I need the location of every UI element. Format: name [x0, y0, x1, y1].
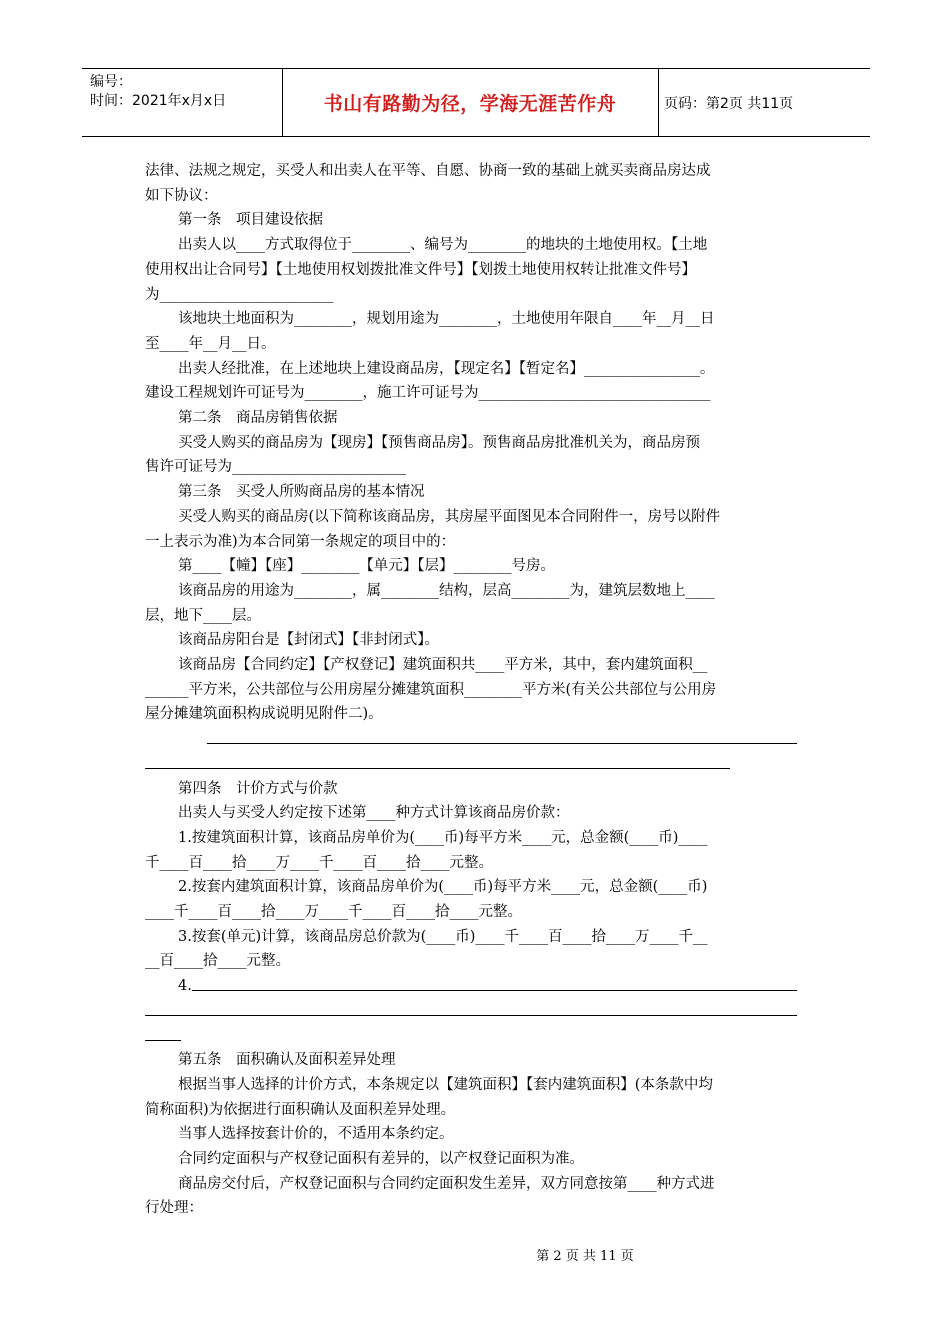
paragraph-line: 售许可证号为________________________: [145, 459, 406, 476]
paragraph-line: 行处理：: [145, 1200, 203, 1217]
paragraph-line: 简称面积)为依据进行面积确认及面积差异处理。: [145, 1101, 456, 1118]
paragraph-line: 该商品房的用途为________，属________结构，层高________为，建筑层数地上____: [178, 582, 715, 599]
paragraph-line: ______平方米，公共部位与公用房屋分摊建筑面积________平方米(有关公共部位与公用房: [145, 681, 717, 698]
paragraph-line: 该商品房阳台是【封闭式】【非封闭式】。: [178, 632, 439, 649]
paragraph-line: ____千____百____拾____万____千____百____拾____元整。: [145, 904, 522, 921]
paragraph-line: 第____【幢】【座】________【单元】【层】________号房。: [178, 558, 555, 575]
paragraph-line: 当事人选择按套计价的，不适用本条约定。: [178, 1126, 454, 1143]
paragraph-line: __百____拾____元整。: [145, 953, 290, 970]
paragraph-line: 建设工程规划许可证号为________，施工许可证号为________________________________: [145, 385, 711, 402]
header-motto: 书山有路勤为径，学海无涯苦作舟: [323, 93, 617, 115]
paragraph-line: 根据当事人选择的计价方式，本条规定以【建筑面积】【套内建筑面积】(本条款中均: [178, 1076, 713, 1093]
paragraph-line: 3.按套(单元)计算，该商品房总价款为(____币)____千____百____拾____万____千__: [178, 928, 708, 945]
blank-line: [145, 999, 807, 1024]
page-footer: 第 2 页 共 11 页: [536, 1249, 634, 1264]
item-4-line: [145, 974, 807, 999]
paragraph-line: 出卖人与买受人约定按下述第____种方式计算该商品房价款：: [178, 805, 570, 822]
paragraph-line: 出卖人经批准，在上述地块上建设商品房，【现定名】【暂定名】________________。: [178, 360, 715, 377]
paragraph-line: 1.按建筑面积计算，该商品房单价为(____币)每平方米____元，总金额(____币)____: [178, 829, 708, 846]
paragraph-line: 合同约定面积与产权登记面积有差异的，以产权登记面积为准。: [178, 1151, 584, 1168]
header-page-info: 页码：第2页 共11页: [664, 95, 794, 112]
blank-line: [145, 1024, 807, 1049]
article-2-title: 第二条 商品房销售依据: [178, 410, 338, 427]
paragraph-line: 2.按套内建筑面积计算，该商品房单价为(____币)每平方米____元，总金额(____币): [178, 879, 708, 896]
paragraph-line: 出卖人以____方式取得位于________、编号为________的地块的土地使用权。【土地: [178, 237, 708, 254]
contract-body: [145, 159, 807, 1221]
article-4-title: 第四条 计价方式与价款: [178, 780, 338, 797]
article-3-title: 第三条 买受人所购商品房的基本情况: [178, 484, 425, 501]
paragraph-line: 法律、法规之规定，买受人和出卖人在平等、自愿、协商一致的基础上就买卖商品房达成: [145, 163, 711, 179]
paragraph-line: 该商品房【合同约定】【产权登记】建筑面积共____平方米，其中，套内建筑面积__: [178, 657, 708, 674]
paragraph-line: 如下协议：: [145, 187, 218, 204]
paragraph-line: 层，地下____层。: [145, 607, 261, 624]
document-number: 编号：: [90, 74, 132, 90]
paragraph-line: 买受人购买的商品房(以下简称该商品房，其房屋平面图见本合同附件一，房号以附件: [178, 508, 721, 525]
blank-line: [145, 752, 807, 777]
header-divider-left: [282, 69, 283, 136]
paragraph-line: 买受人购买的商品房为【现房】【预售商品房】。预售商品房批准机关为，商品房预: [178, 434, 700, 451]
item-4-label: 4.: [178, 978, 192, 995]
blank-line: [145, 727, 807, 752]
article-1-title: 第一条 项目建设依据: [178, 212, 323, 229]
paragraph-line: 一上表示为准)为本合同第一条规定的项目中的：: [145, 533, 456, 550]
header-meta: [90, 73, 280, 111]
paragraph-line: 屋分摊建筑面积构成说明见附件二)。: [145, 706, 383, 723]
article-5-title: 第五条 面积确认及面积差异处理: [178, 1052, 396, 1069]
paragraph-line: 千____百____拾____万____千____百____拾____元整。: [145, 854, 493, 871]
document-date: 时间：2021年x月x日: [90, 93, 227, 109]
paragraph-line: 使用权出让合同号】【土地使用权划拨批准文件号】【划拨土地使用权转让批准文件号】: [145, 261, 696, 278]
page-header: [82, 68, 870, 137]
paragraph-line: 为________________________: [145, 286, 334, 303]
header-divider-right: [658, 69, 659, 136]
paragraph-line: 商品房交付后，产权登记面积与合同约定面积发生差异，双方同意按第____种方式进: [178, 1175, 715, 1192]
paragraph-line: 至____年__月__日。: [145, 335, 276, 352]
paragraph-line: 该地块土地面积为________，规划用途为________，土地使用年限自____年__月__日: [178, 311, 715, 328]
